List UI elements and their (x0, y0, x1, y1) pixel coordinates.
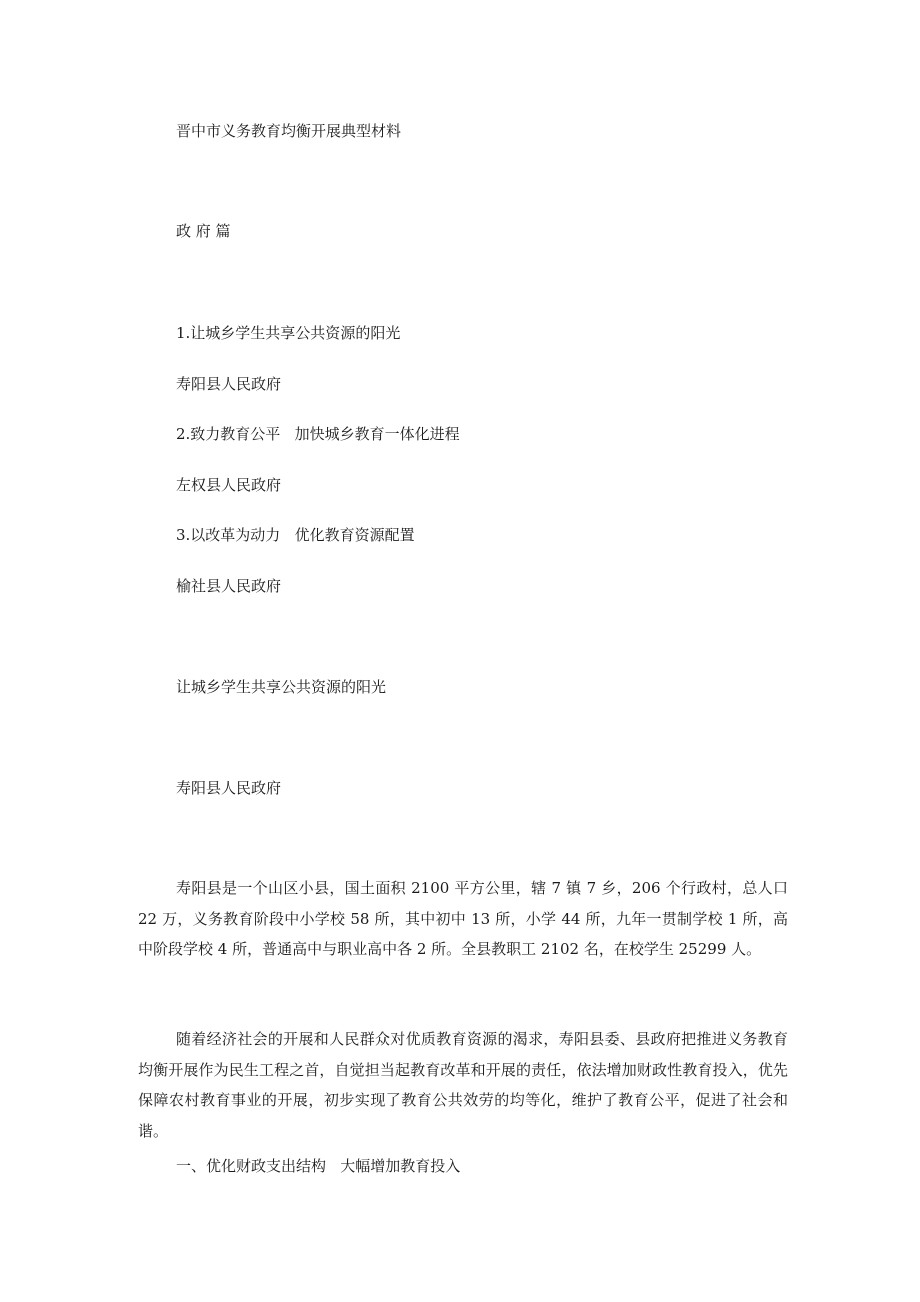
article-author: 寿阳县人民政府 (176, 779, 282, 797)
document-title: 晋中市义务教育均衡开展典型材料 (176, 122, 402, 140)
body-paragraph-1: 寿阳县是一个山区小县，国土面积 2100 平方公里，辖 7 镇 7 乡，206 个行政村，总人口 22 万，义务教育阶段中小学校 58 所，其中初中 13 所，小学 44 所，九年一贯制学校 1 所，高中阶段学校 4 所，普通高中与职业高中各 2 所。全县教职工 2102 名，在校学生 25299 人。 (138, 879, 788, 958)
body-paragraph-2: 随着经济社会的开展和人民群众对优质教育资源的渴求，寿阳县委、县政府把推进义务教育均衡开展作为民生工程之首，自觉担当起教育改革和开展的责任，依法增加财政性教育投入，优先保障农村教育事业的开展，初步实现了教育公共效劳的均等化，维护了教育公平，促进了社会和谐。 (138, 1030, 788, 1140)
toc-org-3: 榆社县人民政府 (176, 577, 282, 595)
article-title: 让城乡学生共享公共资源的阳光 (176, 678, 387, 696)
toc-org-2: 左权县人民政府 (176, 476, 282, 494)
section-subheading: 一、优化财政支出结构 大幅增加教育投入 (176, 1157, 461, 1175)
toc-item-3: 3.以改革为动力 优化教育资源配置 (176, 526, 415, 544)
toc-item-2: 2.致力教育公平 加快城乡教育一体化进程 (176, 425, 460, 443)
section-heading: 政 府 篇 (176, 222, 231, 240)
toc-item-1: 1.让城乡学生共享公共资源的阳光 (176, 324, 401, 342)
toc-org-1: 寿阳县人民政府 (176, 375, 282, 393)
